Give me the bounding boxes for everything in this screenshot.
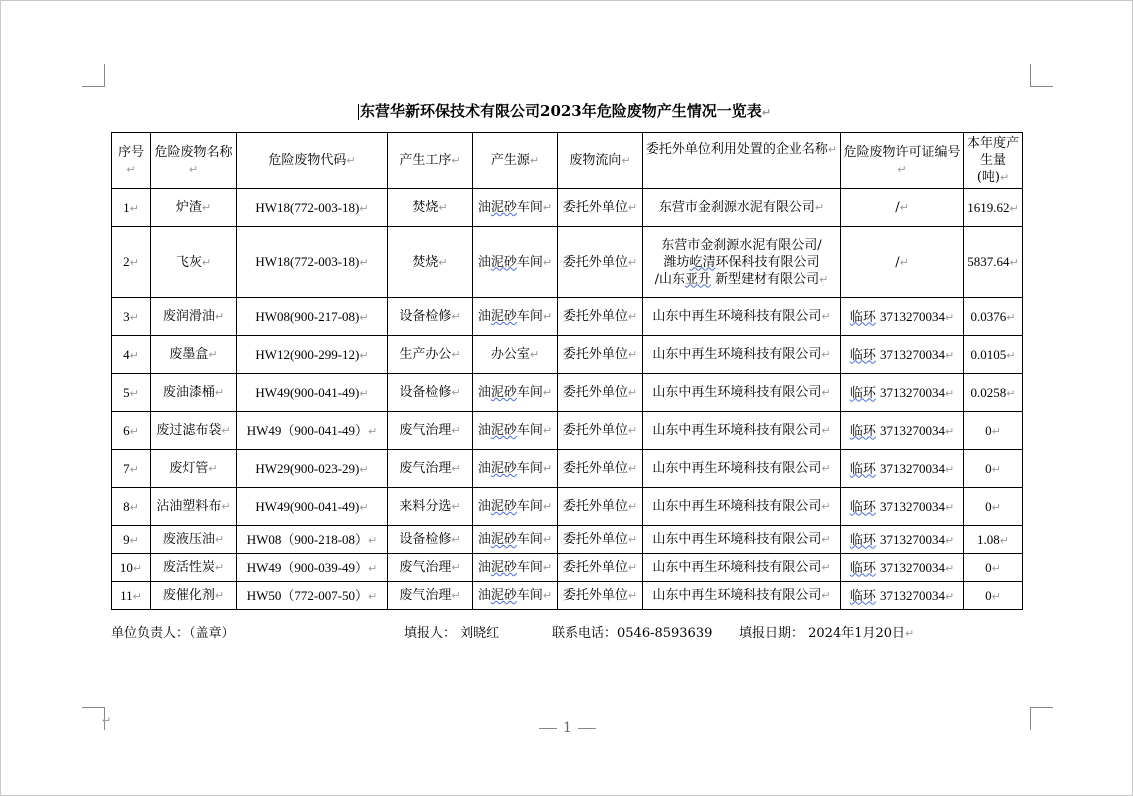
cell-amount: 0↵ xyxy=(964,554,1023,582)
paragraph-mark-icon: ↵ xyxy=(761,106,771,119)
cell-entrusted: 东营市金刹源水泥有限公司/ 潍坊屹清环保科技有限公司 /山东亚升 新型建材有限公司↵ xyxy=(643,227,841,298)
cell-flow: 委托外单位↵ xyxy=(558,298,643,336)
cell-entrusted: 山东中再生环境科技有限公司↵ xyxy=(643,298,841,336)
cell-process: 废气治理↵ xyxy=(388,450,473,488)
cell-no: 9↵ xyxy=(112,526,151,554)
cell-license: 临环 3713270034↵ xyxy=(841,336,964,374)
cell-code: HW18(772-003-18)↵ xyxy=(237,227,388,298)
cell-no: 10↵ xyxy=(112,554,151,582)
text-cursor xyxy=(358,104,359,120)
table-row xyxy=(112,554,1023,582)
cell-code: HW08（900-218-08）↵ xyxy=(237,526,388,554)
cell-flow: 委托外单位↵ xyxy=(558,374,643,412)
cell-no: 8↵ xyxy=(112,488,151,526)
cell-amount: 0↵ xyxy=(964,412,1023,450)
cell-entrusted: 山东中再生环境科技有限公司↵ xyxy=(643,336,841,374)
cell-source: 油泥砂车间↵ xyxy=(473,298,558,336)
cell-license: 临环 3713270034↵ xyxy=(841,450,964,488)
cell-amount: 1619.62↵ xyxy=(964,189,1023,227)
cell-name: 废液压油↵ xyxy=(151,526,237,554)
cell-name: 废过滤布袋↵ xyxy=(151,412,237,450)
cell-process: 废气治理↵ xyxy=(388,582,473,610)
document-title[interactable] xyxy=(358,100,771,121)
header-flow: 废物流向↵ xyxy=(558,133,643,189)
cell-entrusted: 山东中再生环境科技有限公司↵ xyxy=(643,412,841,450)
header-name: 危险废物名称↵ xyxy=(151,133,237,189)
cell-no: 11↵ xyxy=(112,582,151,610)
footer-date: 填报日期： 2024年1月20日↵ xyxy=(739,626,915,641)
cell-source: 油泥砂车间↵ xyxy=(473,450,558,488)
table-row xyxy=(112,412,1023,450)
header-code: 危险废物代码↵ xyxy=(237,133,388,189)
cell-flow: 委托外单位↵ xyxy=(558,582,643,610)
cell-no: 1↵ xyxy=(112,189,151,227)
header-entrusted: 委托外单位利用处置的企业名称↵ xyxy=(643,133,841,189)
cell-amount: 0.0258↵ xyxy=(964,374,1023,412)
table-row xyxy=(112,298,1023,336)
cell-no: 7↵ xyxy=(112,450,151,488)
footer-phone: 联系电话：0546-8593639 xyxy=(552,626,713,641)
cell-entrusted: 山东中再生环境科技有限公司↵ xyxy=(643,488,841,526)
cell-name: 炉渣↵ xyxy=(151,189,237,227)
cell-source: 油泥砂车间↵ xyxy=(473,227,558,298)
table-row xyxy=(112,526,1023,554)
cell-amount: 0↵ xyxy=(964,582,1023,610)
cell-code: HW08(900-217-08)↵ xyxy=(237,298,388,336)
cell-amount: 0.0376↵ xyxy=(964,298,1023,336)
cell-source: 油泥砂车间↵ xyxy=(473,412,558,450)
cell-no: 6↵ xyxy=(112,412,151,450)
cell-name: 飞灰↵ xyxy=(151,227,237,298)
cell-source: 油泥砂车间↵ xyxy=(473,554,558,582)
cell-name: 废润滑油↵ xyxy=(151,298,237,336)
cell-amount: 1.08↵ xyxy=(964,526,1023,554)
cell-process: 来料分选↵ xyxy=(388,488,473,526)
cell-entrusted: 山东中再生环境科技有限公司↵ xyxy=(643,526,841,554)
cell-code: HW18(772-003-18)↵ xyxy=(237,189,388,227)
cell-process: 设备检修↵ xyxy=(388,374,473,412)
cell-process: 焚烧↵ xyxy=(388,227,473,298)
cell-license: /↵ xyxy=(841,227,964,298)
cell-code: HW50（772-007-50）↵ xyxy=(237,582,388,610)
cell-entrusted: 山东中再生环境科技有限公司↵ xyxy=(643,374,841,412)
cell-flow: 委托外单位↵ xyxy=(558,450,643,488)
cell-license: 临环 3713270034↵ xyxy=(841,554,964,582)
cell-amount: 0↵ xyxy=(964,450,1023,488)
cell-license: 临环 3713270034↵ xyxy=(841,374,964,412)
table-row xyxy=(112,582,1023,610)
cell-source: 油泥砂车间↵ xyxy=(473,526,558,554)
cell-no: 3↵ xyxy=(112,298,151,336)
crop-mark-top-left xyxy=(82,64,105,87)
table-row xyxy=(112,189,1023,227)
cell-no: 2↵ xyxy=(112,227,151,298)
cell-process: 废气治理↵ xyxy=(388,412,473,450)
cell-process: 焚烧↵ xyxy=(388,189,473,227)
cell-source: 油泥砂车间↵ xyxy=(473,189,558,227)
cell-process: 设备检修↵ xyxy=(388,298,473,336)
cell-process: 废气治理↵ xyxy=(388,554,473,582)
header-no: 序号↵ xyxy=(112,133,151,189)
cell-entrusted: 东营市金刹源水泥有限公司↵ xyxy=(643,189,841,227)
document-title-text: 东营华新环保技术有限公司2023年危险废物产生情况一览表 xyxy=(360,102,762,120)
cell-process: 生产办公↵ xyxy=(388,336,473,374)
cell-name: 沾油塑料布↵ xyxy=(151,488,237,526)
header-source: 产生源↵ xyxy=(473,133,558,189)
cell-code: HW49（900-041-49）↵ xyxy=(237,412,388,450)
cell-source: 办公室↵ xyxy=(473,336,558,374)
cell-license: 临环 3713270034↵ xyxy=(841,412,964,450)
cell-name: 废活性炭↵ xyxy=(151,554,237,582)
table-header-row xyxy=(112,133,1023,189)
page-number: 1 xyxy=(533,720,602,736)
cell-entrusted: 山东中再生环境科技有限公司↵ xyxy=(643,554,841,582)
table-row xyxy=(112,450,1023,488)
cell-code: HW49(900-041-49)↵ xyxy=(237,374,388,412)
cell-flow: 委托外单位↵ xyxy=(558,526,643,554)
cell-flow: 委托外单位↵ xyxy=(558,336,643,374)
cell-source: 油泥砂车间↵ xyxy=(473,582,558,610)
cell-code: HW49（900-039-49）↵ xyxy=(237,554,388,582)
cell-entrusted: 山东中再生环境科技有限公司↵ xyxy=(643,450,841,488)
cell-license: 临环 3713270034↵ xyxy=(841,488,964,526)
cell-no: 4↵ xyxy=(112,336,151,374)
header-license: 危险废物许可证编号↵ xyxy=(841,133,964,189)
cell-code: HW12(900-299-12)↵ xyxy=(237,336,388,374)
cell-flow: 委托外单位↵ xyxy=(558,227,643,298)
cell-source: 油泥砂车间↵ xyxy=(473,488,558,526)
cell-entrusted: 山东中再生环境科技有限公司↵ xyxy=(643,582,841,610)
header-amount: 本年度产生量(吨)↵ xyxy=(964,133,1023,189)
cell-flow: 委托外单位↵ xyxy=(558,488,643,526)
hazardous-waste-table xyxy=(111,132,1023,610)
cell-flow: 委托外单位↵ xyxy=(558,554,643,582)
footer-filler: 填报人： 刘晓红 xyxy=(404,626,500,641)
cell-license: /↵ xyxy=(841,189,964,227)
cell-license: 临环 3713270034↵ xyxy=(841,582,964,610)
table-row xyxy=(112,488,1023,526)
crop-mark-bottom-right xyxy=(1030,707,1053,730)
cell-license: 临环 3713270034↵ xyxy=(841,526,964,554)
table-row xyxy=(112,374,1023,412)
crop-mark-top-right xyxy=(1030,64,1053,87)
cell-process: 设备检修↵ xyxy=(388,526,473,554)
cell-name: 废催化剂↵ xyxy=(151,582,237,610)
footer-responsible: 单位负责人：（盖章） xyxy=(111,626,235,641)
cell-no: 5↵ xyxy=(112,374,151,412)
paragraph-mark-icon: ↵ xyxy=(102,714,112,727)
cell-amount: 5837.64↵ xyxy=(964,227,1023,298)
cell-amount: 0↵ xyxy=(964,488,1023,526)
cell-amount: 0.0105↵ xyxy=(964,336,1023,374)
cell-flow: 委托外单位↵ xyxy=(558,189,643,227)
cell-code: HW49(900-041-49)↵ xyxy=(237,488,388,526)
cell-license: 临环 3713270034↵ xyxy=(841,298,964,336)
cell-name: 废油漆桶↵ xyxy=(151,374,237,412)
table-row xyxy=(112,227,1023,298)
cell-code: HW29(900-023-29)↵ xyxy=(237,450,388,488)
cell-name: 废墨盒↵ xyxy=(151,336,237,374)
header-process: 产生工序↵ xyxy=(388,133,473,189)
cell-flow: 委托外单位↵ xyxy=(558,412,643,450)
table-row xyxy=(112,336,1023,374)
cell-source: 油泥砂车间↵ xyxy=(473,374,558,412)
cell-name: 废灯管↵ xyxy=(151,450,237,488)
